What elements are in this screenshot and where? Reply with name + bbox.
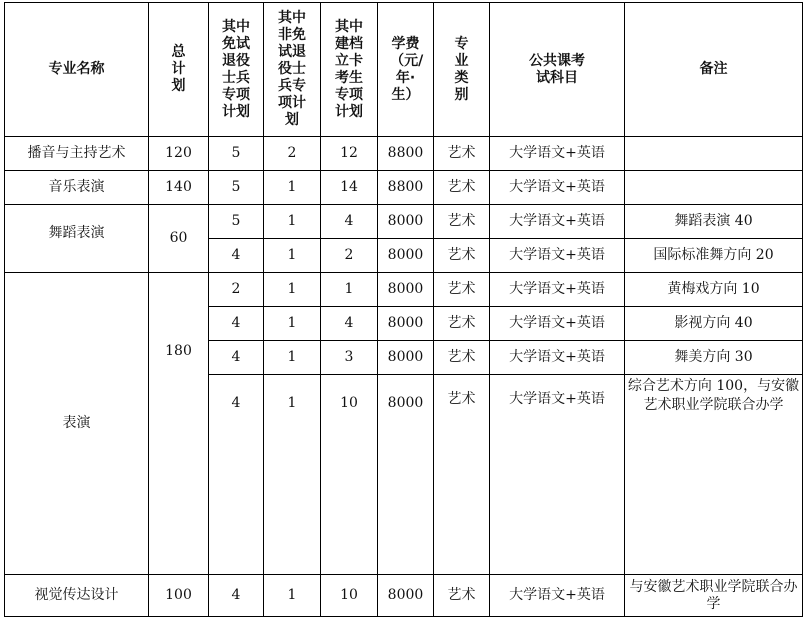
exam-subjects-value: 大学语文+英语 — [490, 341, 625, 375]
exam-subjects-value: 大学语文+英语 — [490, 205, 625, 239]
exam-subjects-value: 大学语文+英语 — [490, 273, 625, 307]
header-veteran-exempt: 其中免试退役士兵专项计划 — [222, 18, 250, 120]
tuition-value: 8800 — [378, 137, 434, 171]
archived-poor-count: 10 — [321, 575, 378, 617]
archived-poor-count: 14 — [321, 171, 378, 205]
veteran-nonexempt-count: 1 — [264, 171, 321, 205]
major-name: 视觉传达设计 — [5, 575, 149, 617]
header-veteran-nonexempt: 其中非免试退役士兵专项计划 — [278, 10, 306, 128]
note-value: 与安徽艺术职业学院联合办学 — [625, 575, 803, 617]
tuition-value: 8000 — [378, 239, 434, 273]
exam-subjects-value: 大学语文+英语 — [490, 575, 625, 617]
tuition-value: 8000 — [378, 307, 434, 341]
archived-poor-count: 12 — [321, 137, 378, 171]
veteran-nonexempt-count: 1 — [264, 239, 321, 273]
category-value: 艺术 — [434, 171, 490, 205]
veteran-exempt-count: 4 — [209, 307, 264, 341]
archived-poor-count: 3 — [321, 341, 378, 375]
exam-subjects-value: 大学语文+英语 — [490, 307, 625, 341]
exam-subjects-value: 大学语文+英语 — [490, 171, 625, 205]
category-value: 艺术 — [434, 273, 490, 307]
major-name: 音乐表演 — [5, 171, 149, 205]
category-value: 艺术 — [434, 341, 490, 375]
header-total: 总计划 — [171, 44, 186, 94]
tuition-value: 8000 — [378, 575, 434, 617]
veteran-exempt-count: 4 — [209, 341, 264, 375]
total-plan: 120 — [149, 137, 209, 171]
note-value: 舞美方向 30 — [625, 341, 803, 375]
tuition-value: 8000 — [378, 341, 434, 375]
veteran-exempt-count: 2 — [209, 273, 264, 307]
major-name: 表演 — [5, 273, 149, 575]
archived-poor-count: 4 — [321, 307, 378, 341]
note-value: 影视方向 40 — [625, 307, 803, 341]
archived-poor-count: 2 — [321, 239, 378, 273]
header-archived-poor: 其中建档立卡考生专项计划 — [335, 18, 363, 120]
header-category: 专业类别 — [454, 35, 469, 103]
note-value: 舞蹈表演 40 — [625, 205, 803, 239]
veteran-nonexempt-count: 1 — [264, 273, 321, 307]
category-value: 艺术 — [434, 239, 490, 273]
veteran-exempt-count: 5 — [209, 171, 264, 205]
major-name: 播音与主持艺术 — [5, 137, 149, 171]
note-value — [625, 171, 803, 205]
veteran-exempt-count: 4 — [209, 575, 264, 617]
table-row — [5, 575, 803, 617]
category-value: 艺术 — [434, 205, 490, 239]
tuition-value: 8000 — [378, 205, 434, 239]
veteran-exempt-count: 5 — [209, 137, 264, 171]
note-value: 黄梅戏方向 10 — [625, 273, 803, 307]
header-exam-subjects: 公共课考试科目 — [490, 3, 625, 137]
veteran-nonexempt-count: 2 — [264, 137, 321, 171]
exam-subjects-value: 大学语文+英语 — [490, 137, 625, 171]
table-row — [5, 273, 803, 307]
veteran-nonexempt-count: 1 — [264, 307, 321, 341]
veteran-nonexempt-count: 1 — [264, 375, 321, 575]
veteran-exempt-count: 4 — [209, 239, 264, 273]
veteran-exempt-count: 4 — [209, 375, 264, 575]
table-row — [5, 137, 803, 171]
archived-poor-count: 4 — [321, 205, 378, 239]
category-value: 艺术 — [434, 307, 490, 341]
total-plan: 60 — [149, 205, 209, 273]
veteran-exempt-count: 5 — [209, 205, 264, 239]
tuition-value: 8000 — [378, 273, 434, 307]
header-major: 专业名称 — [5, 3, 149, 137]
header-tuition: 学费（元/年·生） — [390, 35, 424, 103]
note-value: 国际标准舞方向 20 — [625, 239, 803, 273]
major-name: 舞蹈表演 — [5, 205, 149, 273]
header-row — [5, 3, 803, 137]
archived-poor-count: 1 — [321, 273, 378, 307]
tuition-value: 8800 — [378, 171, 434, 205]
note-value — [625, 137, 803, 171]
category-value: 艺术 — [434, 575, 490, 617]
exam-subjects-value: 大学语文+英语 — [490, 239, 625, 273]
note-value: 综合艺术方向 100，与安徽艺术职业学院联合办学 — [625, 375, 803, 575]
enrollment-plan-table — [4, 2, 803, 617]
veteran-nonexempt-count: 1 — [264, 341, 321, 375]
total-plan: 180 — [149, 273, 209, 575]
total-plan: 100 — [149, 575, 209, 617]
veteran-nonexempt-count: 1 — [264, 205, 321, 239]
archived-poor-count: 10 — [321, 375, 378, 575]
exam-subjects-value: 大学语文+英语 — [490, 375, 625, 575]
table-row — [5, 205, 803, 239]
header-note: 备注 — [625, 3, 803, 137]
category-value: 艺术 — [434, 137, 490, 171]
tuition-value: 8000 — [378, 375, 434, 575]
table-row — [5, 171, 803, 205]
total-plan: 140 — [149, 171, 209, 205]
veteran-nonexempt-count: 1 — [264, 575, 321, 617]
category-value: 艺术 — [434, 375, 490, 575]
